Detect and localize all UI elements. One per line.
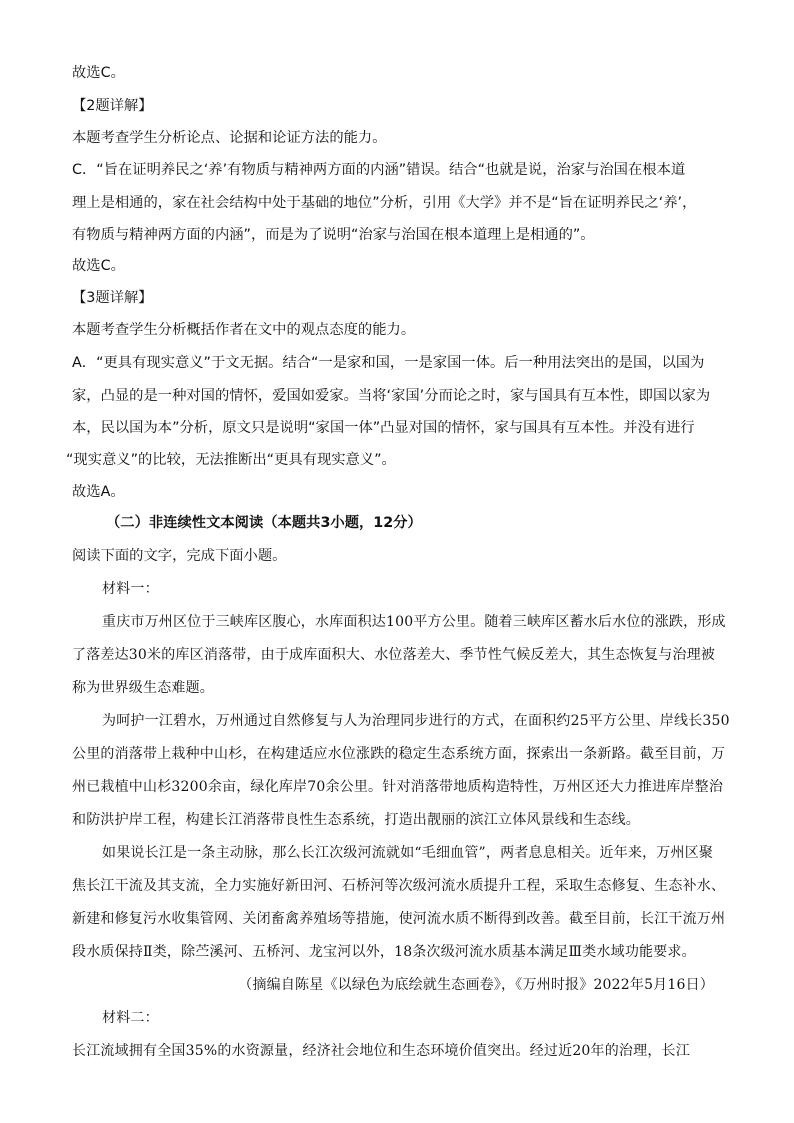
paragraph-line: 本题考查学生分析论点、论据和论证方法的能力。 [72,130,387,146]
material-text-line: 新建和修复污水收集管网、关闭畜禽养殖场等措施，使河流水质不断得到改善。截至目前，长江干流万州 [72,911,726,927]
section-heading-q2: 【2题详解】 [72,98,153,114]
material-text-line: 长江流域拥有全国35%的水资源量，经济社会地位和生态环境价值突出。经过近20年的治理，长江 [72,1043,690,1059]
material-text-line: 了落差达30米的库区消落带，由于成库面积大、水位落差大、季节性气候反差大，其生态恢复与治理被 [72,647,716,663]
material-label: 材料一： [102,581,159,597]
paragraph-line: 家，凸显的是一种对国的情怀，爱国如爱家。当将‘家国’分而论之时，家与国具有互本性，即国以家为 [72,388,711,404]
material-text-line: 州已栽植中山杉3200余亩，绿化库岸70余公里。针对消落带地质构造特性，万州区还大力推进库岸整治 [72,779,724,795]
answer-choice-line: 故选C。 [72,258,125,274]
section-heading-q3: 【3题详解】 [72,290,153,306]
paragraph-line: A．“更具有现实意义”于文无据。结合“一是家和国，一是家国一体。后一种用法突出的是国，以国为 [72,355,705,371]
material-text-line: 段水质保持Ⅱ类，除苎溪河、五桥河、龙宝河以外，18条次级河流水质基本满足Ⅲ类水域功能要求。 [72,944,696,960]
answer-choice-line: 故选C。 [72,65,125,81]
paragraph-line: C．“旨在证明养民之‘养’有物质与精神两方面的内涵”错误。结合“也就是说，治家与治国在根本道 [72,162,686,178]
section-title: （二）非连续性文本阅读（本题共3小题，12分） [106,515,422,531]
material-text-line: 如果说长江是一条主动脉，那么长江次级河流就如“毛细血管”，两者息息相关。近年来，万州区聚 [102,845,714,861]
paragraph-line: 理上是相通的，家在社会结构中处于基础的地位”分析，引用《大学》并不是“旨在证明养民之‘养’， [72,195,697,211]
material-text-line: 为呵护一江碧水，万州通过自然修复与人为治理同步进行的方式，在面积约25平方公里、岸线长350 [102,713,730,729]
paragraph-line: 本题考查学生分析概括作者在文中的观点态度的能力。 [72,322,416,338]
material-text-line: 重庆市万州区位于三峡库区腹心，水库面积达100平方公里。随着三峡库区蓄水后水位的涨跌，形成 [102,614,726,630]
paragraph-line: “现实意义”的比较，无法推断出“更具有现实意义”。 [66,452,396,468]
material-source-citation: （摘编自陈星《以绿色为底绘就生态画卷》，《万州时报》2022年5月16日） [238,977,714,993]
material-text-line: 焦长江干流及其支流，全力实施好新田河、石桥河等次级河流水质提升工程，采取生态修复、生态补水、 [72,878,726,894]
material-text-line: 称为世界级生态难题。 [72,680,214,696]
answer-choice-line: 故选A。 [72,484,125,500]
instruction-line: 阅读下面的文字，完成下面小题。 [72,548,287,564]
material-text-line: 公里的消落带上栽种中山杉，在构建适应水位涨跌的稳定生态系统方面，探索出一条新路。截至目前，万 [72,746,726,762]
paragraph-line: 有物质与精神两方面的内涵”，而是为了说明“治家与治国在根本道理上是相通的”。 [72,227,595,243]
paragraph-line: 本，民以国为本”分析，原文只是说明“家国一体”凸显对国的情怀，家与国具有互本性。并没有进行 [72,420,695,436]
material-text-line: 和防洪护岸工程，构建长江消落带良性生态系统，打造出靓丽的滨江立体风景线和生态线。 [72,812,640,828]
material-label: 材料二： [102,1010,159,1026]
